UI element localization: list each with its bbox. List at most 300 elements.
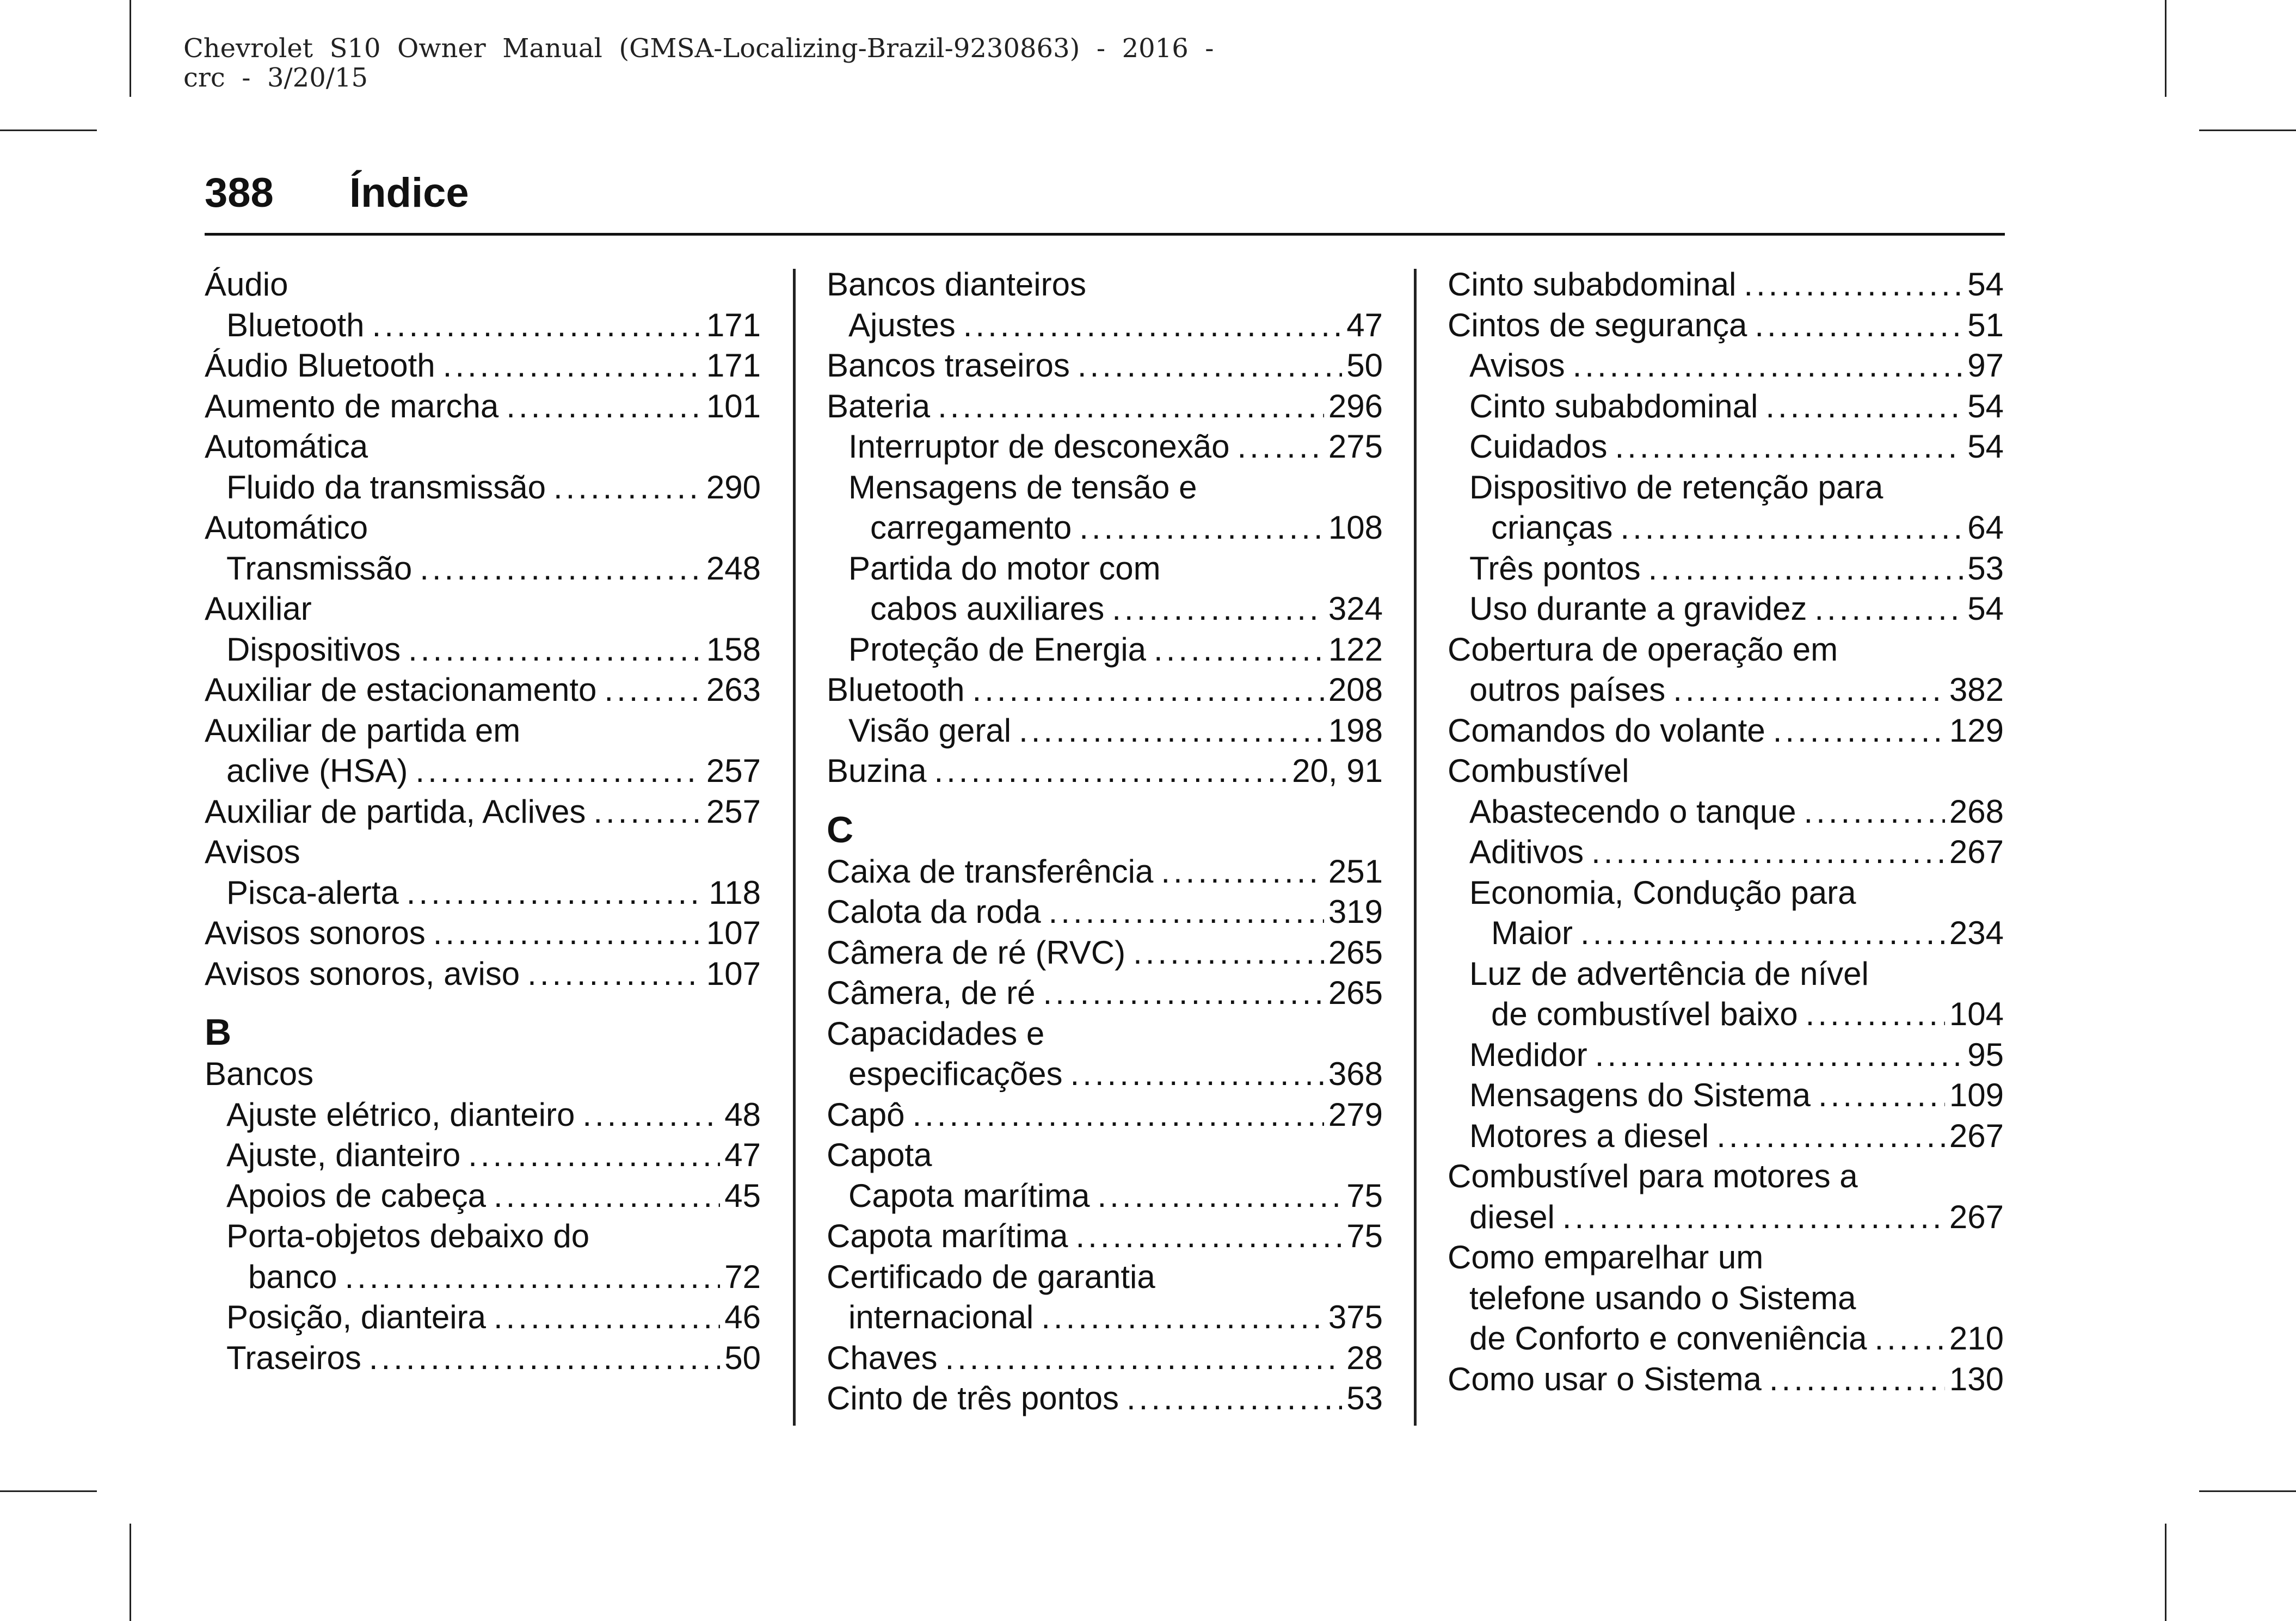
index-entry-text: carregamento — [870, 509, 1072, 546]
index-section-letter: C — [827, 809, 854, 850]
index-entry-text: Medidor — [1469, 1036, 1587, 1073]
column-divider-1 — [793, 269, 796, 1426]
dot-leader — [1818, 1075, 1945, 1116]
index-entry — [1448, 832, 2004, 873]
index-entry-text: Partida do motor com — [848, 550, 1161, 587]
dot-leader — [945, 1338, 1342, 1379]
index-entry-text: Cuidados — [1469, 428, 1608, 465]
index-entry-page: 263 — [706, 671, 761, 708]
index-entry — [827, 427, 1383, 467]
index-entry — [827, 1054, 1383, 1095]
dot-leader — [938, 386, 1324, 427]
index-entry-page: 54 — [1967, 428, 2004, 465]
index-entry — [827, 264, 1383, 305]
index-entry — [205, 589, 761, 630]
dot-leader — [527, 954, 702, 995]
index-entry — [205, 1216, 761, 1257]
index-entry-page: 107 — [706, 915, 761, 951]
index-entry-text: especificações — [848, 1056, 1063, 1092]
crop-mark-top-right-h — [2199, 130, 2296, 131]
index-entry-text: Certificado de garantia — [827, 1258, 1155, 1295]
index-entry-page: 109 — [1949, 1077, 2004, 1113]
index-entry — [1448, 1237, 2004, 1278]
index-entry-text: Dispositivo de retenção para — [1469, 469, 1883, 506]
index-entry-page: 208 — [1328, 671, 1383, 708]
dot-leader — [972, 670, 1324, 711]
index-entry-page: 158 — [706, 631, 761, 668]
index-entry — [827, 751, 1383, 792]
dot-leader — [1237, 427, 1324, 467]
index-entry-text: Maior — [1491, 915, 1573, 951]
index-entry-text: telefone usando o Sistema — [1469, 1279, 1856, 1316]
index-entry-text: Avisos sonoros — [205, 915, 426, 951]
dot-leader — [1562, 1197, 1945, 1238]
dot-leader — [408, 630, 702, 670]
index-entry — [1448, 994, 2004, 1035]
dot-leader — [468, 1135, 720, 1176]
index-entry — [1448, 711, 2004, 751]
index-entry-text: Luz de advertência de nível — [1469, 955, 1869, 992]
index-entry — [827, 1378, 1383, 1419]
dot-leader — [1079, 508, 1324, 548]
index-entry — [1448, 630, 2004, 670]
index-entry-text: banco — [248, 1258, 337, 1295]
index-entry-text: Mensagens de tensão e — [848, 469, 1197, 506]
index-entry — [1448, 346, 2004, 386]
index-entry — [205, 1054, 761, 1095]
index-entry-text: Áudio — [205, 266, 288, 303]
index-entry-text: Calota da roda — [827, 893, 1041, 930]
meta-line-1: Chevrolet S10 Owner Manual (GMSA-Localizing-Brazil-9230863) - 2016 - — [183, 33, 1214, 64]
index-entry-text: Auxiliar de estacionamento — [205, 671, 597, 708]
index-entry-text: Bluetooth — [226, 306, 365, 343]
dot-leader — [1019, 711, 1324, 751]
index-entry-page: 64 — [1967, 509, 2004, 546]
index-entry — [827, 1014, 1383, 1055]
dot-leader — [506, 386, 702, 427]
index-entry — [827, 548, 1383, 589]
index-entry-page: 54 — [1967, 590, 2004, 627]
dot-leader — [604, 670, 701, 711]
dot-leader — [1127, 1378, 1342, 1419]
index-entry — [1448, 467, 2004, 508]
index-entry — [1448, 305, 2004, 346]
index-entry-page: 265 — [1328, 934, 1383, 971]
index-entry — [1448, 1075, 2004, 1116]
index-entry-page: 122 — [1328, 631, 1383, 668]
index-entry-text: Cintos de segurança — [1448, 306, 1747, 343]
index-entry — [827, 1338, 1383, 1379]
index-entry — [205, 711, 761, 751]
crop-mark-top-left-h — [0, 130, 97, 131]
index-entry — [205, 264, 761, 305]
index-entry — [205, 1338, 761, 1379]
index-entry — [827, 508, 1383, 548]
index-entry-page: 257 — [706, 753, 761, 789]
index-entry-page: 108 — [1328, 509, 1383, 546]
dot-leader — [1595, 1035, 1963, 1076]
index-entry-text: Caixa de transferência — [827, 853, 1154, 890]
index-entry-page: 75 — [1346, 1218, 1383, 1254]
page-heading — [205, 169, 469, 218]
index-entry-page: 54 — [1967, 266, 2004, 303]
index-entry — [827, 305, 1383, 346]
dot-leader — [1620, 508, 1963, 548]
dot-leader — [1716, 1116, 1945, 1157]
index-entry-text: internacional — [848, 1299, 1034, 1335]
index-entry — [205, 305, 761, 346]
crop-mark-top-right — [2165, 0, 2166, 97]
dot-leader — [582, 1095, 720, 1136]
dot-leader — [1573, 346, 1963, 386]
index-entry — [1448, 386, 2004, 427]
index-entry-text: Cinto de três pontos — [827, 1380, 1119, 1416]
index-entry — [205, 386, 761, 427]
index-entry-page: 251 — [1328, 853, 1383, 890]
dot-leader — [1043, 973, 1324, 1014]
dot-leader — [433, 913, 702, 954]
index-entry-text: Como usar o Sistema — [1448, 1360, 1762, 1397]
index-entry — [1448, 670, 2004, 711]
section-title: Índice — [349, 170, 469, 216]
index-entry-text: Avisos — [205, 834, 300, 870]
index-entry-page: 257 — [706, 793, 761, 830]
dot-leader — [372, 305, 702, 346]
index-entry-text: Bateria — [827, 387, 931, 424]
index-entry-text: Capacidades e — [827, 1015, 1045, 1052]
index-entry-text: Buzina — [827, 753, 927, 789]
index-entry-page: 267 — [1949, 834, 2004, 870]
index-entry — [827, 467, 1383, 508]
index-entry — [205, 548, 761, 589]
index-entry-text: Automático — [205, 509, 368, 546]
index-entry-page: 198 — [1328, 712, 1383, 749]
dot-leader — [1070, 1054, 1324, 1095]
dot-leader — [1049, 892, 1324, 933]
index-entry-page: 234 — [1949, 915, 2004, 951]
index-entry-text: Transmissão — [226, 550, 413, 587]
index-entry — [1448, 264, 2004, 305]
index-entry — [205, 873, 761, 914]
index-entry-text: Combustível para motores a — [1448, 1158, 1858, 1194]
dot-leader — [494, 1297, 720, 1338]
index-entry — [827, 1216, 1383, 1257]
index-entry — [205, 427, 761, 467]
index-entry — [205, 954, 761, 995]
index-entry-text: Áudio Bluetooth — [205, 347, 435, 384]
index-entry — [205, 1095, 761, 1136]
index-entry-text: Mensagens do Sistema — [1469, 1077, 1811, 1113]
index-entry-text: diesel — [1469, 1198, 1555, 1235]
index-entry-page: 382 — [1949, 671, 2004, 708]
index-entry — [205, 467, 761, 508]
index-entry-text: Automática — [205, 428, 368, 465]
index-entry-text: Interruptor de desconexão — [848, 428, 1230, 465]
index-entry-text: Fluido da transmissão — [226, 469, 546, 506]
index-entry-page: 75 — [1346, 1177, 1383, 1214]
index-entry-page: 95 — [1967, 1036, 2004, 1073]
index-entry-text: Auxiliar de partida, Aclives — [205, 793, 586, 830]
index-entry-text: Porta-objetos debaixo do — [226, 1218, 590, 1254]
column-divider-2 — [1414, 269, 1417, 1426]
index-entry-page: 275 — [1328, 428, 1383, 465]
index-entry-page: 267 — [1949, 1117, 2004, 1154]
index-entry-text: Chaves — [827, 1339, 938, 1376]
index-entry — [827, 852, 1383, 892]
index-entry — [205, 508, 761, 548]
index-entry-text: Bluetooth — [827, 671, 965, 708]
index-entry-page: 47 — [724, 1137, 761, 1173]
index-entry-text: Abastecendo o tanque — [1469, 793, 1796, 830]
crop-mark-bottom-right-h — [2199, 1490, 2296, 1492]
index-entry-page: 171 — [706, 347, 761, 384]
index-entry-text: Dispositivos — [226, 631, 401, 668]
index-entry — [827, 589, 1383, 630]
index-entry — [1448, 1156, 2004, 1197]
index-entry-page: 50 — [1346, 347, 1383, 384]
dot-leader — [443, 346, 702, 386]
dot-leader — [1154, 630, 1324, 670]
index-entry — [827, 346, 1383, 386]
index-entry-text: Aumento de marcha — [205, 387, 499, 424]
index-entry-text: Câmera de ré (RVC) — [827, 934, 1126, 971]
dot-leader — [1765, 386, 1963, 427]
index-entry-page: 97 — [1967, 347, 2004, 384]
page-number: 388 — [205, 170, 274, 216]
index-entry — [1448, 1318, 2004, 1359]
index-entry-text: Capota marítima — [848, 1177, 1090, 1214]
index-entry — [1448, 1116, 2004, 1157]
index-entry-page: 279 — [1328, 1096, 1383, 1133]
index-entry-page: 375 — [1328, 1299, 1383, 1335]
dot-leader — [1769, 1359, 1945, 1400]
index-entry — [827, 670, 1383, 711]
index-entry — [205, 346, 761, 386]
index-entry-page: 368 — [1328, 1056, 1383, 1092]
index-entry — [827, 1095, 1383, 1136]
index-entry-page: 72 — [724, 1258, 761, 1295]
dot-leader — [1875, 1318, 1945, 1359]
dot-leader — [415, 751, 701, 792]
index-entry-page: 45 — [724, 1177, 761, 1214]
index-entry — [1448, 792, 2004, 833]
index-entry — [827, 973, 1383, 1014]
index-entry-text: Economia, Condução para — [1469, 874, 1856, 911]
index-entry — [827, 1257, 1383, 1298]
dot-leader — [1580, 913, 1945, 954]
index-entry-page: 46 — [724, 1299, 761, 1335]
index-column-2 — [827, 264, 1383, 1419]
index-entry-text: Combustível — [1448, 753, 1629, 789]
index-entry-text: Posição, dianteira — [226, 1299, 486, 1335]
index-entry-page: 104 — [1949, 996, 2004, 1032]
index-entry-text: Cinto subabdominal — [1448, 266, 1737, 303]
dot-leader — [1591, 832, 1945, 873]
dot-leader — [912, 1095, 1324, 1136]
index-entry-text: Bancos — [205, 1056, 314, 1092]
crop-mark-top-left — [130, 0, 131, 97]
index-entry-text: Três pontos — [1469, 550, 1641, 587]
dot-leader — [407, 873, 705, 914]
document-meta — [183, 34, 1214, 93]
dot-leader — [1098, 1176, 1343, 1217]
dot-leader — [553, 467, 702, 508]
index-entry-text: crianças — [1491, 509, 1613, 546]
index-entry — [827, 933, 1383, 973]
dot-leader — [494, 1176, 720, 1217]
index-entry-text: Avisos sonoros, aviso — [205, 955, 520, 992]
dot-leader — [963, 305, 1342, 346]
index-entry — [1448, 873, 2004, 914]
index-entry — [205, 751, 761, 792]
index-entry — [205, 630, 761, 670]
index-entry-page: 53 — [1967, 550, 2004, 587]
index-entry-text: Proteção de Energia — [848, 631, 1147, 668]
index-entry-text: Apoios de cabeça — [226, 1177, 487, 1214]
index-entry — [1448, 1359, 2004, 1400]
index-entry — [205, 670, 761, 711]
index-entry — [1448, 548, 2004, 589]
index-entry — [827, 1176, 1383, 1217]
index-entry-page: 20, 91 — [1292, 753, 1383, 789]
dot-leader — [369, 1338, 720, 1379]
index-entry-text: de Conforto e conveniência — [1469, 1320, 1867, 1357]
index-column-3 — [1448, 264, 2004, 1400]
index-entry-text: cabos auxiliares — [870, 590, 1105, 627]
dot-leader — [1648, 548, 1963, 589]
dot-leader — [593, 792, 702, 833]
dot-leader — [344, 1257, 720, 1298]
index-entry-page: 101 — [706, 387, 761, 424]
dot-leader — [420, 548, 702, 589]
dot-leader — [1112, 589, 1324, 630]
index-entry-text: Visão geral — [848, 712, 1012, 749]
index-entry — [827, 1297, 1383, 1338]
index-entry-page: 171 — [706, 306, 761, 343]
dot-leader — [1744, 264, 1963, 305]
heading-rule — [205, 233, 2005, 236]
index-entry-text: Pisca-alerta — [226, 874, 399, 911]
index-entry — [205, 1257, 761, 1298]
index-entry-text: Comandos do volante — [1448, 712, 1765, 749]
index-entry-page: 47 — [1346, 306, 1383, 343]
index-entry-page: 319 — [1328, 893, 1383, 930]
dot-leader — [934, 751, 1288, 792]
index-entry-page: 28 — [1346, 1339, 1383, 1376]
index-entry-page: 118 — [709, 874, 761, 911]
index-entry — [205, 1135, 761, 1176]
dot-leader — [1804, 792, 1945, 833]
index-entry-page: 107 — [706, 955, 761, 992]
index-entry-page: 51 — [1967, 306, 2004, 343]
index-entry-page: 268 — [1949, 793, 2004, 830]
index-entry — [1448, 913, 2004, 954]
index-entry-text: Capô — [827, 1096, 905, 1133]
index-entry-page: 53 — [1346, 1380, 1383, 1416]
index-entry — [1448, 1278, 2004, 1319]
index-entry — [1448, 1197, 2004, 1238]
dot-leader — [1133, 933, 1324, 973]
index-entry — [827, 1135, 1383, 1176]
index-entry-page: 54 — [1967, 387, 2004, 424]
index-entry-text: Auxiliar de partida em — [205, 712, 521, 749]
index-entry-text: Capota marítima — [827, 1218, 1068, 1254]
dot-leader — [1673, 670, 1945, 711]
index-entry-text: Capota — [827, 1137, 932, 1173]
index-entry — [827, 711, 1383, 751]
index-entry-text: aclive (HSA) — [226, 753, 408, 789]
index-entry-page: 210 — [1949, 1320, 2004, 1357]
index-entry — [1448, 589, 2004, 630]
index-entry-text: Bancos dianteiros — [827, 266, 1086, 303]
index-entry-text: Aditivos — [1469, 834, 1584, 870]
index-entry-text: Traseiros — [226, 1339, 361, 1376]
index-entry-text: Cinto subabdominal — [1469, 387, 1758, 424]
index-entry — [827, 386, 1383, 427]
index-entry-text: de combustível baixo — [1491, 996, 1798, 1032]
index-entry-page: 50 — [724, 1339, 761, 1376]
dot-leader — [1773, 711, 1945, 751]
dot-leader — [1755, 305, 1963, 346]
index-entry-text: Uso durante a gravidez — [1469, 590, 1807, 627]
index-entry — [205, 913, 761, 954]
index-entry-page: 267 — [1949, 1198, 2004, 1235]
crop-mark-bottom-left — [130, 1524, 131, 1621]
dot-leader — [1806, 994, 1945, 1035]
index-entry-page: 129 — [1949, 712, 2004, 749]
index-entry-text: Ajuste elétrico, dianteiro — [226, 1096, 575, 1133]
index-section-letter: B — [205, 1012, 232, 1053]
index-entry-page: 48 — [724, 1096, 761, 1133]
index-entry — [205, 792, 761, 833]
index-entry-text: Motores a diesel — [1469, 1117, 1709, 1154]
index-entry-text: outros países — [1469, 671, 1666, 708]
index-column-1 — [205, 264, 761, 1378]
dot-leader — [1076, 1216, 1343, 1257]
dot-leader — [1615, 427, 1963, 467]
index-entry-text: Bancos traseiros — [827, 347, 1070, 384]
index-entry — [1448, 751, 2004, 792]
index-entry-page: 324 — [1328, 590, 1383, 627]
index-entry-text: Ajustes — [848, 306, 956, 343]
index-entry-page: 265 — [1328, 975, 1383, 1011]
index-entry — [827, 630, 1383, 670]
index-entry — [205, 832, 761, 873]
index-entry-text: Cobertura de operação em — [1448, 631, 1838, 668]
index-entry-page: 130 — [1949, 1360, 2004, 1397]
index-entry — [205, 1297, 761, 1338]
index-entry-text: Avisos — [1469, 347, 1565, 384]
index-entry — [1448, 954, 2004, 995]
index-entry-text: Ajuste, dianteiro — [226, 1137, 461, 1173]
index-entry-page: 248 — [706, 550, 761, 587]
index-entry — [205, 1176, 761, 1217]
index-entry — [827, 892, 1383, 933]
meta-line-2: crc - 3/20/15 — [183, 63, 368, 93]
index-entry-text: Como emparelhar um — [1448, 1239, 1764, 1275]
index-entry — [1448, 1035, 2004, 1076]
index-entry-page: 290 — [706, 469, 761, 506]
dot-leader — [1041, 1297, 1324, 1338]
crop-mark-bottom-right — [2165, 1524, 2166, 1621]
index-entry-text: Câmera, de ré — [827, 975, 1036, 1011]
index-entry-text: Auxiliar — [205, 590, 312, 627]
dot-leader — [1078, 346, 1342, 386]
dot-leader — [1161, 852, 1324, 892]
dot-leader — [1814, 589, 1963, 630]
index-entry — [1448, 427, 2004, 467]
crop-mark-bottom-left-h — [0, 1490, 97, 1492]
